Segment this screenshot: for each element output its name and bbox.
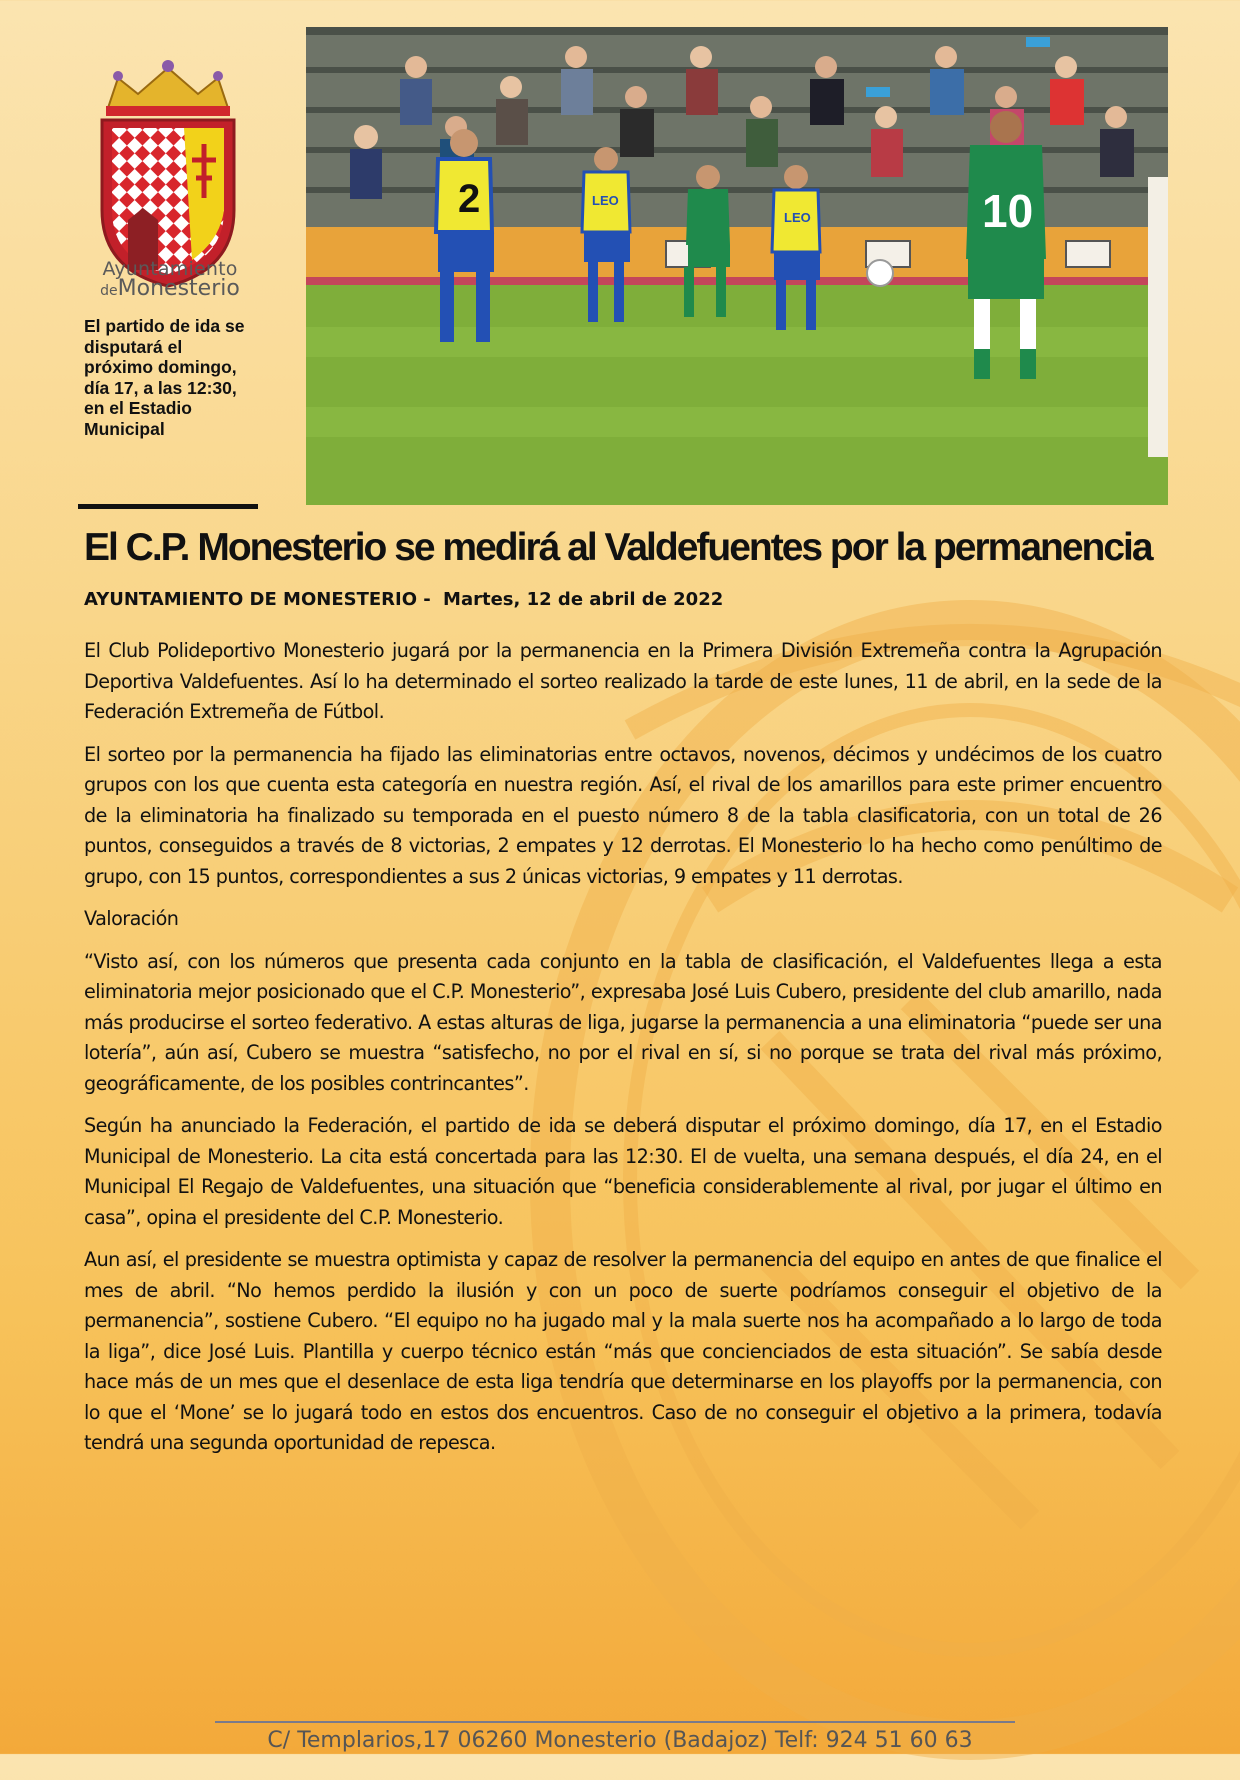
svg-text:LEO: LEO <box>592 193 619 208</box>
logo-line-1: Ayuntamiento <box>102 258 238 280</box>
article-byline <box>84 589 723 610</box>
section-heading: Valoración <box>84 907 179 930</box>
ball-icon <box>867 260 893 286</box>
logo-line-2: deMonesterio <box>100 276 240 301</box>
paragraph: Aun así, el presidente se muestra optimista y capaz de resolver la permanencia del equipo en antes de que finalice el mes de abril. “No hemos perdido la ilusión y con un poco de suerte podríamos conseguir el objetivo de la permanencia”, sostiene Cubero. “El equipo no ha jugado mal y la mala suerte nos ha acompañado a lo largo de toda la liga”, dice José Luis. Plantilla y cuerpo técnico están “más que concienciados de esta situación”. Se sabía desde hace más de un mes que el desenlace de esta liga tendría que determinarse en los playoffs por la permanencia, con lo que el ‘Mone’ se lo jugará todo en estos dos encuentros. Caso de no conseguir el objetivo a la primera, todavía tendrá una segunda oportunidad de repesca. <box>84 1248 1162 1454</box>
svg-text:2: 2 <box>458 177 481 221</box>
svg-text:10: 10 <box>982 185 1034 237</box>
match-photo <box>306 27 1168 505</box>
article-source: AYUNTAMIENTO DE MONESTERIO - <box>84 589 431 610</box>
footer-address: C/ Templarios,17 06260 Monesterio (Badajoz) Telf: 924 51 60 63 <box>267 1728 973 1753</box>
article-title: El C.P. Monesterio se medirá al Valdefuentes por la permanencia <box>84 526 1152 569</box>
paragraph: El Club Polideportivo Monesterio jugará por la permanencia en la Primera División Extremeña contra la Agrupación Deportiva Valdefuentes. Así lo ha determinado el sorteo realizado la tarde de este lunes, 11 de abril, en la sede de la Federación Extremeña de Fútbol. <box>84 639 1162 723</box>
paragraph: El sorteo por la permanencia ha fijado las eliminatorias entre octavos, novenos, décimos y undécimos de los cuatro grupos con los que cuenta esta categoría en nuestra región. Así, el rival de los amarillos para este primer encuentro de la eliminatoria ha finalizado su temporada en el puesto número 8 de la tabla clasificatoria, con un total de 26 puntos, conseguidos a través de 8 victorias, 2 empates y 12 derrotas. El Monesterio lo ha hecho como penúltimo de grupo, con 15 puntos, correspondientes a sus 2 únicas victorias, 9 empates y 11 derrotas. <box>84 742 1162 888</box>
footer-rule <box>215 1721 1015 1723</box>
article-date: Martes, 12 de abril de 2022 <box>443 589 724 610</box>
paragraph: “Visto así, con los números que presenta cada conjunto en la tabla de clasificación, el Valdefuentes llega a esta eliminatoria mejor posicionado que el C.P. Monesterio”, expresaba José Luis Cubero, presidente del club amarillo, nada más producirse el sorteo federativo. A estas alturas de liga, jugarse la permanencia a una eliminatoria “puede ser una lotería”, aún así, Cubero se muestra “satisfecho, no por el rival en sí, si no porque se trata del rival más próximo, geográficamente, de los posibles contrincantes”. <box>84 949 1162 1095</box>
divider-rule <box>78 504 258 509</box>
municipality-logo <box>70 258 270 301</box>
article-body <box>84 636 1162 1471</box>
svg-text:LEO: LEO <box>784 210 811 225</box>
paragraph: Según ha anunciado la Federación, el partido de ida se deberá disputar el próximo domingo, día 17, en el Estadio Municipal de Monesterio. La cita está concertada para las 12:30. El de vuelta, una semana después, el día 24, en el Municipal El Regajo de Valdefuentes, una situación que “beneficia considerablemente al rival, por jugar el último en casa”, opina el presidente del C.P. Monesterio. <box>84 1114 1162 1229</box>
sidebar-highlight: El partido de ida se disputará el próximo domingo, día 17, a las 12:30, en el Estadio Municipal <box>84 316 245 439</box>
